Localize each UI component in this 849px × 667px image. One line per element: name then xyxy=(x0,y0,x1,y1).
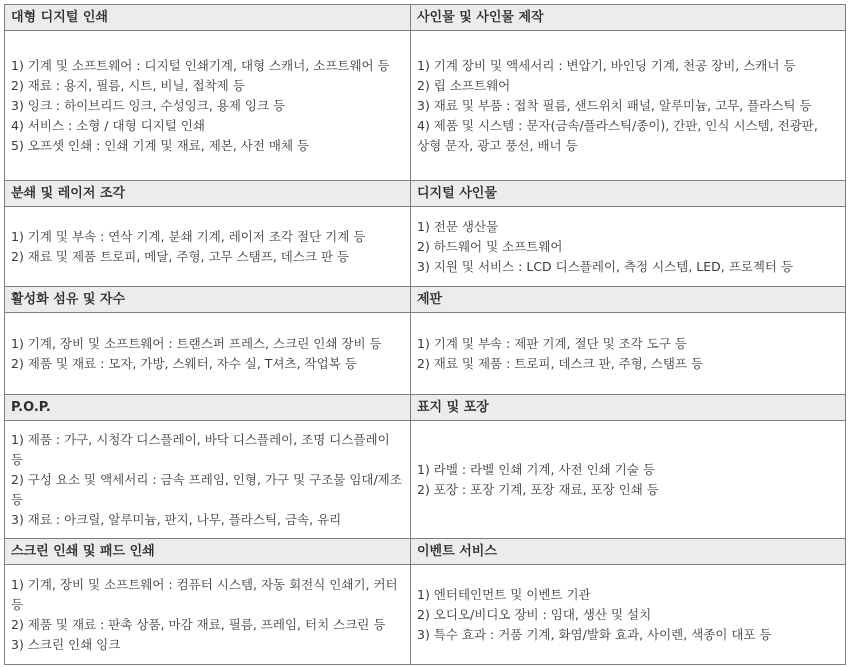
section-content xyxy=(411,565,846,665)
header-row xyxy=(5,5,846,31)
list-item: 2) 재료 : 용지, 필름, 시트, 비닐, 접착제 등 xyxy=(11,77,245,93)
list-item: 2) 제품 및 재료 : 모자, 가방, 스웨터, 자수 실, T셔츠, 작업복 등 xyxy=(11,355,357,371)
list-item: 4) 제품 및 시스템 : 문자(금속/플라스틱/종이), 간판, 인식 시스템, 전광판, 상형 문자, 광고 풍선, 배너 등 xyxy=(417,117,818,153)
list-item: 2) 하드웨어 및 소프트웨어 xyxy=(417,238,563,254)
content-row xyxy=(5,565,846,665)
section-title: 대형 디지털 인쇄 xyxy=(5,5,411,31)
list-item: 2) 포장 : 포장 기계, 포장 재료, 포장 인쇄 등 xyxy=(417,481,659,497)
list-item: 1) 전문 생산물 xyxy=(417,218,499,234)
list-item: 1) 기계 장비 및 액세서리 : 변압기, 바인딩 기계, 천공 장비, 스캐너 등 xyxy=(417,57,796,73)
list-item: 2) 오디오/비디오 장비 : 임대, 생산 및 설치 xyxy=(417,606,652,622)
list-item: 2) 립 소프트웨어 xyxy=(417,77,511,93)
list-item: 1) 제품 : 가구, 시청각 디스플레이, 바닥 디스플레이, 조명 디스플레이 등 xyxy=(11,431,390,467)
content-row xyxy=(5,207,846,287)
header-row xyxy=(5,287,846,313)
list-item: 1) 기계 및 부속 : 제판 기계, 절단 및 조각 도구 등 xyxy=(417,335,687,351)
section-title: 제판 xyxy=(411,287,846,313)
section-title: 분쇄 및 레이저 조각 xyxy=(5,181,411,207)
section-title: 디지털 사인물 xyxy=(411,181,846,207)
list-item: 3) 지원 및 서비스 : LCD 디스플레이, 측정 시스템, LED, 프로젝터 등 xyxy=(417,258,794,274)
list-item: 2) 재료 및 제품 트로피, 메달, 주형, 고무 스탬프, 데스크 판 등 xyxy=(11,248,350,264)
section-content xyxy=(411,31,846,181)
section-title: 표지 및 포장 xyxy=(411,395,846,421)
list-item: 1) 라벨 : 라벨 인쇄 기계, 사전 인쇄 기술 등 xyxy=(417,461,655,477)
header-row xyxy=(5,181,846,207)
list-item: 1) 기계 및 소프트웨어 : 디지털 인쇄기계, 대형 스캐너, 소프트웨어 등 xyxy=(11,57,390,73)
list-item: 2) 재료 및 제품 : 트로피, 데스크 판, 주형, 스탬프 등 xyxy=(417,355,704,371)
content-row xyxy=(5,313,846,395)
list-item: 2) 제품 및 재료 : 판촉 상품, 마감 재료, 필름, 프레임, 터치 스크린 등 xyxy=(11,616,386,632)
section-content xyxy=(5,565,411,665)
section-title: 이벤트 서비스 xyxy=(411,539,846,565)
list-item: 4) 서비스 : 소형 / 대형 디지털 인쇄 xyxy=(11,117,205,133)
list-item: 3) 스크린 인쇄 잉크 xyxy=(11,636,121,652)
list-item: 3) 특수 효과 : 거품 기계, 화염/발화 효과, 사이렌, 색종이 대포 등 xyxy=(417,626,772,642)
content-row xyxy=(5,31,846,181)
section-title: 스크린 인쇄 및 패드 인쇄 xyxy=(5,539,411,565)
section-content xyxy=(5,313,411,395)
list-item: 1) 기계, 장비 및 소프트웨어 : 컴퓨터 시스템, 자동 회전식 인쇄기, 커터 등 xyxy=(11,576,398,612)
category-table xyxy=(4,4,846,665)
section-content xyxy=(411,207,846,287)
section-content xyxy=(411,421,846,539)
header-row xyxy=(5,539,846,565)
section-title: P.O.P. xyxy=(5,395,411,421)
list-item: 1) 기계, 장비 및 소프트웨어 : 트랜스퍼 프레스, 스크린 인쇄 장비 등 xyxy=(11,335,382,351)
list-item: 3) 재료 및 부품 : 접착 필름, 샌드위치 패널, 알루미늄, 고무, 플라스틱 등 xyxy=(417,97,812,113)
list-item: 3) 재료 : 아크릴, 알루미늄, 판지, 나무, 플라스틱, 금속, 유리 xyxy=(11,511,342,527)
list-item: 5) 오프셋 인쇄 : 인쇄 기계 및 재료, 제본, 사전 매체 등 xyxy=(11,137,310,153)
section-content xyxy=(5,421,411,539)
list-item: 1) 엔터테인먼트 및 이벤트 기관 xyxy=(417,586,591,602)
section-title: 사인물 및 사인물 제작 xyxy=(411,5,846,31)
header-row xyxy=(5,395,846,421)
section-title: 활성화 섬유 및 자수 xyxy=(5,287,411,313)
section-content xyxy=(5,207,411,287)
section-content xyxy=(411,313,846,395)
list-item: 1) 기계 및 부속 : 연삭 기계, 분쇄 기계, 레이저 조각 절단 기계 등 xyxy=(11,228,366,244)
section-content xyxy=(5,31,411,181)
content-row xyxy=(5,421,846,539)
list-item: 2) 구성 요소 및 액세서리 : 금속 프레임, 인형, 가구 및 구조물 임대/제조 등 xyxy=(11,471,402,507)
list-item: 3) 잉크 : 하이브리드 잉크, 수성잉크, 용제 잉크 등 xyxy=(11,97,286,113)
